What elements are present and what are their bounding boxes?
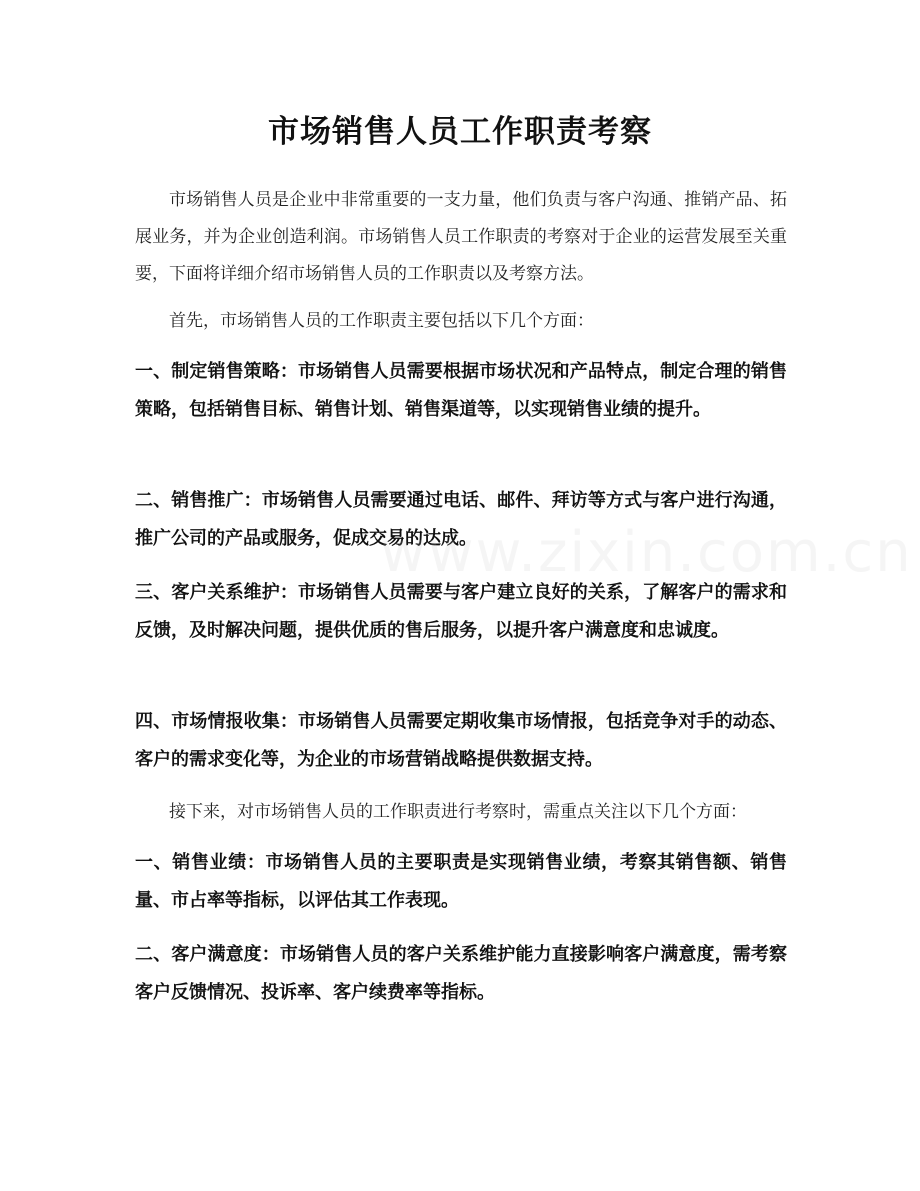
duty-item-1: 一、制定销售策略：市场销售人员需要根据市场状况和产品特点，制定合理的销售策略，包括销售目标、销售计划、销售渠道等，以实现销售业绩的提升。	[135, 361, 787, 420]
review-item-1: 一、销售业绩：市场销售人员的主要职责是实现销售业绩，考察其销售额、销售量、市占率等指标，以评估其工作表现。	[135, 852, 787, 911]
review-item-2: 二、客户满意度：市场销售人员的客户关系维护能力直接影响客户满意度，需考察客户反馈情况、投诉率、客户续费率等指标。	[135, 944, 787, 1003]
duty-item-2: 二、销售推广：市场销售人员需要通过电话、邮件、拜访等方式与客户进行沟通，推广公司的产品或服务，促成交易的达成。	[135, 490, 787, 549]
duties-lead-paragraph: 首先，市场销售人员的工作职责主要包括以下几个方面：	[169, 311, 594, 331]
duty-item-3: 三、客户关系维护：市场销售人员需要与客户建立良好的关系，了解客户的需求和反馈，及时解决问题，提供优质的售后服务，以提升客户满意度和忠诚度。	[135, 582, 787, 641]
intro-paragraph: 市场销售人员是企业中非常重要的一支力量，他们负责与客户沟通、推销产品、拓展业务，并为企业创造利润。市场销售人员工作职责的考察对于企业的运营发展至关重要，下面将详细介绍市场销售人员的工作职责以及考察方法。	[135, 190, 787, 284]
watermark: www.zixin.com.cn	[380, 520, 913, 585]
duty-item-4: 四、市场情报收集：市场销售人员需要定期收集市场情报，包括竞争对手的动态、客户的需求变化等，为企业的市场营销战略提供数据支持。	[135, 711, 787, 770]
document-title: 市场销售人员工作职责考察	[268, 114, 652, 150]
review-lead-paragraph: 接下来，对市场销售人员的工作职责进行考察时，需重点关注以下几个方面：	[169, 802, 747, 822]
